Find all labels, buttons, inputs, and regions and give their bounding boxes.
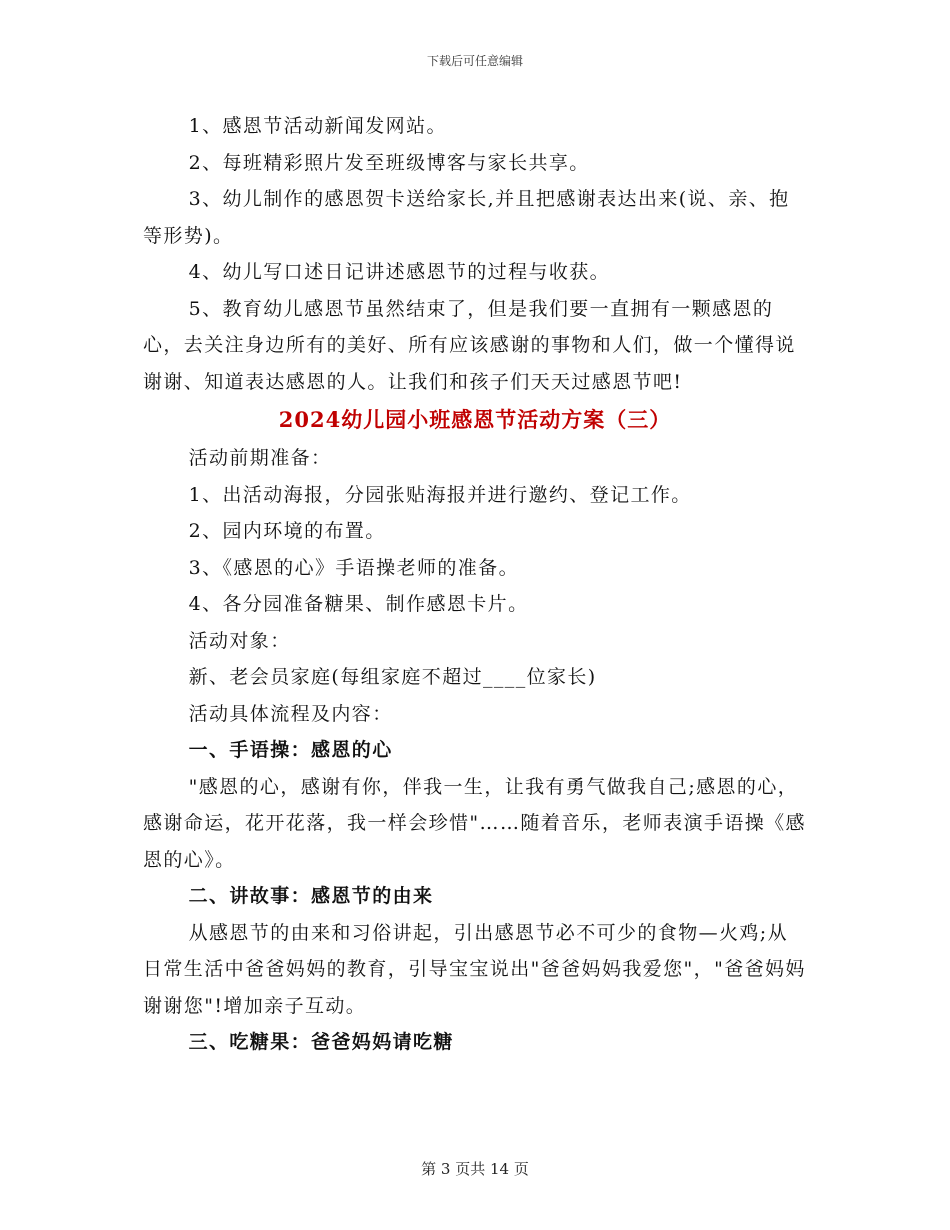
paragraph-11: 活动对象： [188,629,291,652]
document-body [143,108,807,1061]
page-header: 下载后可任意编辑 [426,54,523,68]
subheading-3: 三、吃糖果：爸爸妈妈请吃糖 [188,1031,454,1053]
paragraph-13: 活动具体流程及内容： [188,702,393,725]
paragraph-9: 3、《感恩的心》手语操老师的准备。 [188,556,519,579]
page-footer: 第 3 页共 14 页 [421,1160,529,1178]
subheading-1: 一、手语操：感恩的心 [188,739,393,761]
paragraph-5: 5、教育幼儿感恩节虽然结束了，但是我们要一直拥有一颗感恩的心，去关注身边所有的美好、所有应该感谢的事物和人们，做一个懂得说谢谢、知道表达感恩的人。让我们和孩子们天天过感恩节吧! [143,297,796,393]
paragraph-4: 4、幼儿写口述日记讲述感恩节的过程与收获。 [188,261,611,283]
paragraph-12: 新、老会员家庭(每组家庭不超过____位家长) [188,666,597,688]
subheading-2: 二、讲故事：感恩节的由来 [188,885,434,907]
paragraph-10: 4、各分园准备糖果、制作感恩卡片。 [188,593,529,615]
paragraph-7: 1、出活动海报，分园张贴海报并进行邀约、登记工作。 [188,483,692,506]
paragraph-14: "感恩的心，感谢有你，伴我一生，让我有勇气做我自己;感恩的心，感谢命运，花开花落，我一样会珍惜"……随着音乐，老师表演手语操《感恩的心》。 [143,775,806,871]
paragraph-2: 2、每班精彩照片发至班级博客与家长共享。 [188,151,590,174]
paragraph-1: 1、感恩节活动新闻发网站。 [188,115,447,137]
section-title: 2024幼儿园小班感恩节活动方案（三） [278,407,672,432]
paragraph-15: 从感恩节的由来和习俗讲起，引出感恩节必不可少的食物—火鸡;从日常生活中爸爸妈妈的教育，引导宝宝说出"爸爸妈妈我爱您"，"爸爸妈妈谢谢您"!增加亲子互动。 [143,921,806,1017]
paragraph-6: 活动前期准备： [188,447,332,469]
paragraph-8: 2、园内环境的布置。 [188,520,386,542]
paragraph-3: 3、幼儿制作的感恩贺卡送给家长,并且把感谢表达出来(说、亲、抱等形势)。 [143,188,790,247]
